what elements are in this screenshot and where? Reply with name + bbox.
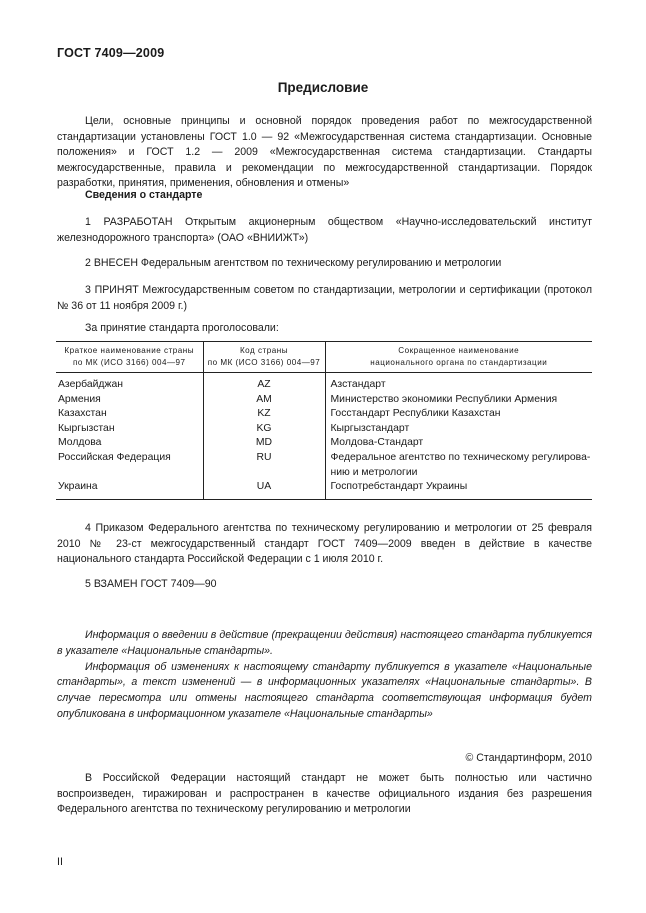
table-row xyxy=(56,436,592,451)
country-name: Российская Федерация xyxy=(58,451,171,463)
national-body: Министерство экономики Республики Армения xyxy=(325,393,592,408)
item-1-developed xyxy=(57,215,592,246)
item-3-text: 3 ПРИНЯТ Межгосударственным советом по стандартизации, метрологии и сертификации (протокол № 36 от 11 ноября 2009 г.) xyxy=(57,284,592,312)
reproduction-notice xyxy=(57,771,592,818)
country-code: AM xyxy=(203,393,325,408)
header-country-name xyxy=(56,342,203,373)
table-row xyxy=(56,480,592,499)
vote-intro: За принятие стандарта проголосовали: xyxy=(85,322,279,334)
country-code: KZ xyxy=(203,407,325,422)
country-name: Азербайджан xyxy=(58,379,123,390)
header-national-body-line1: Сокращенное наименование xyxy=(398,346,520,355)
country-code: RU xyxy=(203,451,325,480)
item-2-text: 2 ВНЕСЕН Федеральным агентством по техническому регулированию и метрологии xyxy=(85,257,502,269)
table-header-row xyxy=(56,342,592,373)
header-country-code-line1: Код страны xyxy=(239,346,289,355)
national-body xyxy=(325,451,592,480)
national-body: Молдова-Стандарт xyxy=(325,436,592,451)
publication-info-block xyxy=(57,628,592,723)
header-national-body-line2: национального органа по стандартизации xyxy=(370,357,548,367)
voting-countries-table xyxy=(56,341,592,500)
country-name: Казахстан xyxy=(58,408,107,420)
national-body: Кыргызстандарт xyxy=(325,422,592,437)
document-code-header: ГОСТ 7409—2009 xyxy=(57,46,165,60)
country-code: AZ xyxy=(203,373,325,393)
reproduction-notice-text: В Российской Федерации настоящий стандарт не может быть полностью или частично воспроизведен, тиражирован и распространен в качестве официального издания без разрешения Федерального агентства по техническому регулированию и метрологии xyxy=(57,772,592,816)
item-3-adopted xyxy=(57,283,592,314)
publication-info-paragraph-1: Информация о введении в действие (прекращении действия) настоящего стандарта публикуется в указателе «Национальные стандарты». xyxy=(57,629,592,657)
intro-text: Цели, основные принципы и основной порядок проведения работ по межгосударственной стандартизации установлены ГОСТ 1.0 — 92 «Межгосударственная система стандартизации. Основные положения» и ГОСТ 1.2 — 2009 «Межгосударственная система стандартизации. Стандарты межгосударственные, правила и рекомендации по межгосударственной стандартизации. Порядок разработки, принятия, применения, обновления и отмены» xyxy=(57,115,592,190)
country-code: KG xyxy=(203,422,325,437)
country-code: UA xyxy=(203,480,325,499)
standard-info-heading: Сведения о стандарте xyxy=(85,189,203,201)
table-row xyxy=(56,451,592,480)
item-4-text: 4 Приказом Федерального агентства по техническому регулированию и метрологии от 25 февраля 2010 № 23-ст межгосударственный стандарт ГОСТ 7409—2009 введен в действие в качестве национального стандарта Российской Федерации с 1 июля 2010 г. xyxy=(57,522,592,566)
table-row xyxy=(56,393,592,408)
country-name: Украина xyxy=(56,480,203,499)
table-row xyxy=(56,422,592,437)
page-number: II xyxy=(57,856,63,868)
national-body-line1: Федеральное агентство по техническому регулирова- xyxy=(330,451,591,463)
table-row xyxy=(56,373,592,393)
national-body: Азстандарт xyxy=(325,373,592,393)
item-5-replaces: 5 ВЗАМЕН ГОСТ 7409—90 xyxy=(85,578,217,590)
header-country-name-line2: по МК (ИСО 3166) 004—97 xyxy=(72,357,186,367)
country-code: MD xyxy=(203,436,325,451)
national-body-line2: нию и метрологии xyxy=(330,466,418,478)
national-body: Госстандарт Республики Казахстан xyxy=(325,407,592,422)
table-row xyxy=(56,407,592,422)
page-title: Предисловие xyxy=(277,80,369,95)
header-country-code-line2: по МК (ИСО 3166) 004—97 xyxy=(207,357,321,367)
header-national-body xyxy=(325,342,592,373)
publication-info-paragraph-2: Информация об изменениях к настоящему стандарту публикуется в указателе «Национальные стандарты», а текст изменений — в информационных указателях «Национальные стандарты». В случае пересмотра или отмены настоящего стандарта соответствующая информация будет опубликована в информационном указателе «Национальные стандарты» xyxy=(57,660,592,720)
item-1-text: 1 РАЗРАБОТАН Открытым акционерным обществом «Научно-исследовательский институт железнодорожного транспорта» (ОАО «ВНИИЖТ») xyxy=(57,216,592,244)
country-name: Армения xyxy=(58,393,101,405)
header-country-code xyxy=(203,342,325,373)
intro-paragraph xyxy=(57,114,592,192)
header-country-name-line1: Краткое наименование страны xyxy=(64,346,195,355)
copyright-line: © Стандартинформ, 2010 xyxy=(465,752,592,764)
country-name: Кыргызстан xyxy=(58,422,115,434)
national-body: Госпотребстандарт Украины xyxy=(325,480,592,499)
country-name: Молдова xyxy=(58,437,102,449)
item-2-introduced xyxy=(57,256,592,272)
item-4-order xyxy=(57,521,592,568)
